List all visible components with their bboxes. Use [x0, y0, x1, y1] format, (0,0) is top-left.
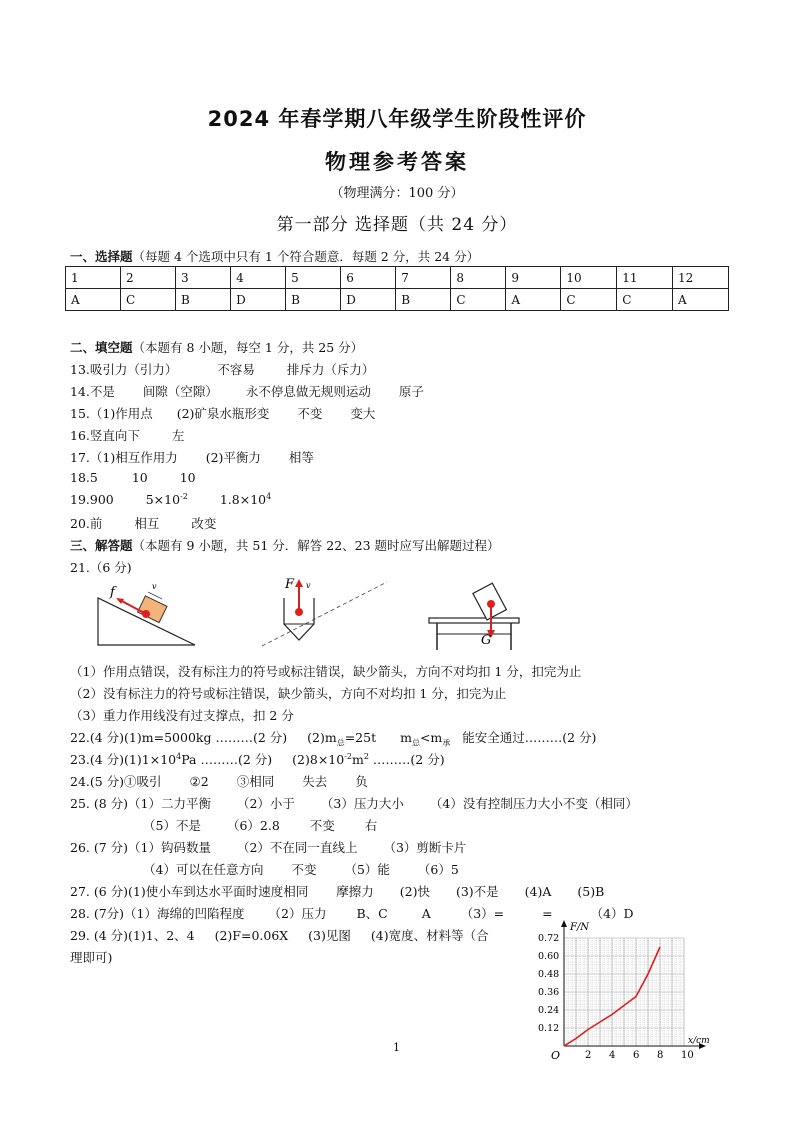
q13-a: 13.吸引力（引力） — [70, 362, 178, 377]
q14-c: 永不停息做无规则运动 — [245, 384, 371, 399]
y-tick-label: 0.60 — [538, 951, 560, 962]
q23-c-exp: -2 — [344, 751, 352, 761]
q22-a: 22.(4 分)(1)m=5000kg ………(2 分) — [70, 730, 288, 745]
section3-title: 三、解答题 — [70, 538, 133, 553]
q13-b: 不容易 — [217, 362, 255, 377]
q22-b-sub: 总 — [336, 738, 345, 748]
q25-e: （5）不是 — [143, 818, 201, 833]
q16-line — [70, 426, 184, 444]
answer-letter-cell: A — [673, 289, 729, 311]
q16-a: 16.竖直向下 — [70, 428, 140, 443]
q27-d: (3)不是 — [455, 884, 499, 899]
q29-d: (4)宽度、材料等（合 — [370, 928, 489, 943]
q19-c-exp: 4 — [266, 492, 272, 501]
y-tick-label: 0.48 — [538, 969, 560, 980]
q25-f: （6）2.8 — [226, 818, 280, 833]
q21-note-3: （3）重力作用线没有过支撑点，扣 2 分 — [70, 708, 294, 723]
q23-d-exp: 2 — [363, 751, 369, 761]
q17-b: (2)平衡力 — [205, 450, 261, 465]
document-title: 2024 年春学期八年级学生阶段性评价 — [207, 107, 587, 131]
q27-c: (2)快 — [399, 884, 430, 899]
q22-f: 能安全通过………(2 分) — [462, 730, 597, 745]
q27-a: 27. (6 分)(1)使小车到达水平面时速度相同 — [70, 884, 309, 899]
page-number: 1 — [393, 1041, 400, 1054]
answer-number-cell: 11 — [617, 267, 673, 289]
q24-d: 失去 — [302, 774, 328, 789]
q24-b: ②2 — [189, 774, 209, 789]
q22-c: =25t — [344, 730, 377, 745]
q18-c: 10 — [179, 470, 196, 485]
q15-b: (2)矿泉水瓶形变 — [176, 406, 270, 421]
q15-c: 不变 — [297, 406, 323, 421]
part-one-heading: 第一部分 选择题（共 24 分） — [276, 215, 518, 235]
section1-title: 一、选择题 — [70, 249, 133, 264]
q29-a: 29. (4 分)(1)1、2、4 — [70, 928, 195, 943]
q21-label: 21.（6 分) — [70, 560, 132, 575]
q19-b: 5×10 — [145, 492, 181, 508]
y-axis-arrow — [561, 920, 567, 927]
q22-d: m — [400, 730, 412, 745]
section1-desc: （每题 4 个选项中只有 1 个符合题意．每题 2 分，共 24 分） — [132, 249, 480, 264]
label-f: f — [110, 585, 115, 600]
section2-heading — [70, 338, 363, 356]
answer-number-cell: 2 — [120, 267, 175, 289]
q13-c: 排斥力（斥力） — [286, 362, 375, 377]
q16-b: 左 — [171, 428, 185, 443]
full-score: （物理满分：100 分） — [330, 186, 464, 201]
answer-number-cell: 3 — [176, 267, 231, 289]
answer-number-cell: 9 — [506, 267, 561, 289]
chart-y-axis-label: F/N — [570, 922, 590, 933]
answer-letter-cell: D — [341, 289, 396, 311]
section1-heading — [70, 247, 479, 265]
q15-line — [70, 404, 375, 422]
q29-c: (3)见图 — [308, 928, 351, 943]
q25-a: 25. (8 分)（1）二力平衡 — [70, 796, 211, 811]
q29-line-1 — [70, 926, 489, 944]
q19-a: 19.900 — [70, 492, 114, 508]
q14-b: 间隙（空隙） — [142, 384, 218, 399]
q19-c: 1.8×10 — [219, 492, 267, 508]
answer-letter-cell: C — [617, 289, 673, 311]
q29-b: (2)F=0.06X — [214, 928, 289, 943]
answer-letter-cell: B — [176, 289, 231, 311]
q26-b: （2）不在同一直线上 — [236, 840, 358, 855]
q26-e: 不变 — [291, 862, 317, 877]
q22-e: <m — [419, 730, 443, 745]
q28-e: （3）= — [460, 906, 505, 921]
label-v2: v — [306, 581, 311, 590]
q23-b: Pa ………(2 分) — [181, 752, 273, 767]
q20-line — [70, 514, 216, 532]
q23-a-exp: 4 — [176, 751, 182, 761]
chart-x-axis-label: x/cm — [688, 1036, 710, 1046]
q20-a: 20.前 — [70, 516, 103, 531]
q28-d: A — [421, 906, 431, 921]
q18-line — [70, 470, 196, 485]
q15-d: 变大 — [350, 406, 376, 421]
answer-letter-cell: D — [231, 289, 286, 311]
force-extension-chart — [520, 920, 720, 1070]
section2-desc: （本题有 8 小题，每空 1 分，共 25 分） — [132, 340, 364, 355]
answer-number-cell: 5 — [286, 267, 341, 289]
x-tick-label: 8 — [657, 1050, 664, 1061]
q15-a: 15.（1)作用点 — [70, 406, 153, 421]
q28-c: B、C — [356, 906, 388, 921]
q25-line-2 — [143, 816, 377, 834]
force-F-arrowhead — [295, 579, 303, 587]
answer-number-cell: 7 — [396, 267, 451, 289]
answer-letter-cell: C — [451, 289, 506, 311]
label-G: G — [481, 633, 492, 648]
y-tick-label: 0.24 — [538, 1005, 560, 1016]
answer-number-cell: 8 — [451, 267, 506, 289]
answer-number-cell: 1 — [66, 267, 121, 289]
section3-heading — [70, 536, 500, 554]
answer-number-cell: 12 — [673, 267, 729, 289]
section2-title: 二、填空题 — [70, 340, 133, 355]
q22-e-sub: 承 — [442, 738, 451, 748]
q14-d: 原子 — [398, 384, 424, 399]
q28-g: （4）D — [590, 906, 634, 921]
answer-letter-cell: C — [561, 289, 617, 311]
y-tick-label: 0.72 — [538, 933, 560, 944]
x-tick-label: 2 — [585, 1050, 592, 1061]
answer-number-cell: 4 — [231, 267, 286, 289]
q18-a: 18.5 — [70, 470, 98, 485]
q23-line — [70, 750, 445, 768]
q18-b: 10 — [131, 470, 148, 485]
figure-float — [262, 576, 392, 648]
block-group — [138, 596, 167, 623]
answer-number-cell: 10 — [561, 267, 617, 289]
q24-c: ③相同 — [236, 774, 275, 789]
answer-letter-cell: B — [286, 289, 341, 311]
figure-table — [425, 574, 525, 654]
q23-d: m — [352, 752, 364, 767]
q13-line — [70, 360, 374, 378]
q26-f: （5）能 — [344, 862, 390, 877]
q14-line — [70, 382, 424, 400]
answer-letter-cell: C — [120, 289, 175, 311]
chart-origin-label: O — [551, 1049, 561, 1062]
answer-table-numbers — [66, 267, 729, 289]
q28-a: 28. (7分)（1）海绵的凹陷程度 — [70, 906, 245, 921]
figure-incline — [90, 580, 200, 650]
q25-g: 不变 — [309, 818, 335, 833]
q17-c: 相等 — [288, 450, 314, 465]
q14-a: 14.不是 — [70, 384, 115, 399]
q23-c: (2)8×10 — [292, 752, 345, 767]
q29-line-2: 理即可) — [70, 950, 113, 965]
block-rect — [138, 596, 167, 623]
q20-c: 改变 — [191, 516, 217, 531]
label-v: v — [152, 582, 157, 591]
q28-b: （2）压力 — [268, 906, 327, 921]
document-subtitle: 物理参考答案 — [325, 150, 469, 174]
x-tick-label: 4 — [609, 1050, 616, 1061]
q27-b: 摩擦力 — [336, 884, 374, 899]
q23-e: ………(2 分) — [368, 752, 445, 767]
y-tick-label: 0.12 — [538, 1023, 560, 1034]
q25-c: （3）压力大小 — [320, 796, 404, 811]
x-tick-label: 10 — [681, 1050, 694, 1061]
q19-b-exp: -2 — [180, 492, 188, 501]
q22-b: (2)m — [307, 730, 337, 745]
q24-line — [70, 772, 368, 790]
dashed-line — [262, 582, 387, 646]
x-tick-label: 6 — [633, 1050, 640, 1061]
q25-b: （2）小于 — [236, 796, 295, 811]
q25-h: 右 — [364, 818, 378, 833]
q27-e: (4)A — [524, 884, 552, 899]
answer-letter-cell: A — [506, 289, 561, 311]
answer-letter-cell: B — [396, 289, 451, 311]
answer-table-answers — [66, 289, 729, 311]
q25-d: （4）没有控制压力大小不变（相同） — [429, 796, 638, 811]
q26-g: （6）5 — [417, 862, 459, 877]
q26-line-1 — [70, 838, 466, 856]
q22-line — [70, 728, 596, 749]
q26-d: （4）可以在任意方向 — [143, 862, 264, 877]
q19-line — [70, 492, 271, 507]
q21-note-1: （1）作用点错误，没有标注力的符号或标注错误，缺少箭头，方向不对均扣 1 分，扣完为止 — [70, 664, 582, 679]
q22-d-sub: 总 — [411, 738, 420, 748]
answer-number-cell: 6 — [341, 267, 396, 289]
q17-line — [70, 448, 314, 466]
q25-line-1 — [70, 794, 638, 812]
q20-b: 相互 — [134, 516, 160, 531]
y-tick-label: 0.36 — [538, 987, 560, 998]
q28-f: = — [542, 906, 553, 921]
q24-e: 负 — [355, 774, 368, 789]
answer-letter-cell: A — [66, 289, 121, 311]
label-F: F — [285, 577, 295, 592]
q26-c: （3）剪断卡片 — [383, 840, 467, 855]
q23-a: 23.(4 分)(1)1×10 — [70, 752, 177, 767]
q17-a: 17.（1)相互作用力 — [70, 450, 178, 465]
q27-line — [70, 882, 604, 900]
q26-a: 26. (7 分)（1）钩码数量 — [70, 840, 211, 855]
q26-line-2 — [143, 860, 459, 878]
q21-note-2: （2）没有标注力的符号或标注错误，缺少箭头，方向不对均扣 1 分，扣完为止 — [70, 686, 507, 701]
answer-table — [65, 266, 729, 311]
q24-a: 24.(5 分)①吸引 — [70, 774, 162, 789]
q27-f: (5)B — [577, 884, 605, 899]
table-top — [429, 618, 519, 623]
section3-desc: （本题有 9 小题，共 51 分．解答 22、23 题时应写出解题过程） — [132, 538, 500, 553]
chart-grid — [564, 938, 684, 1046]
